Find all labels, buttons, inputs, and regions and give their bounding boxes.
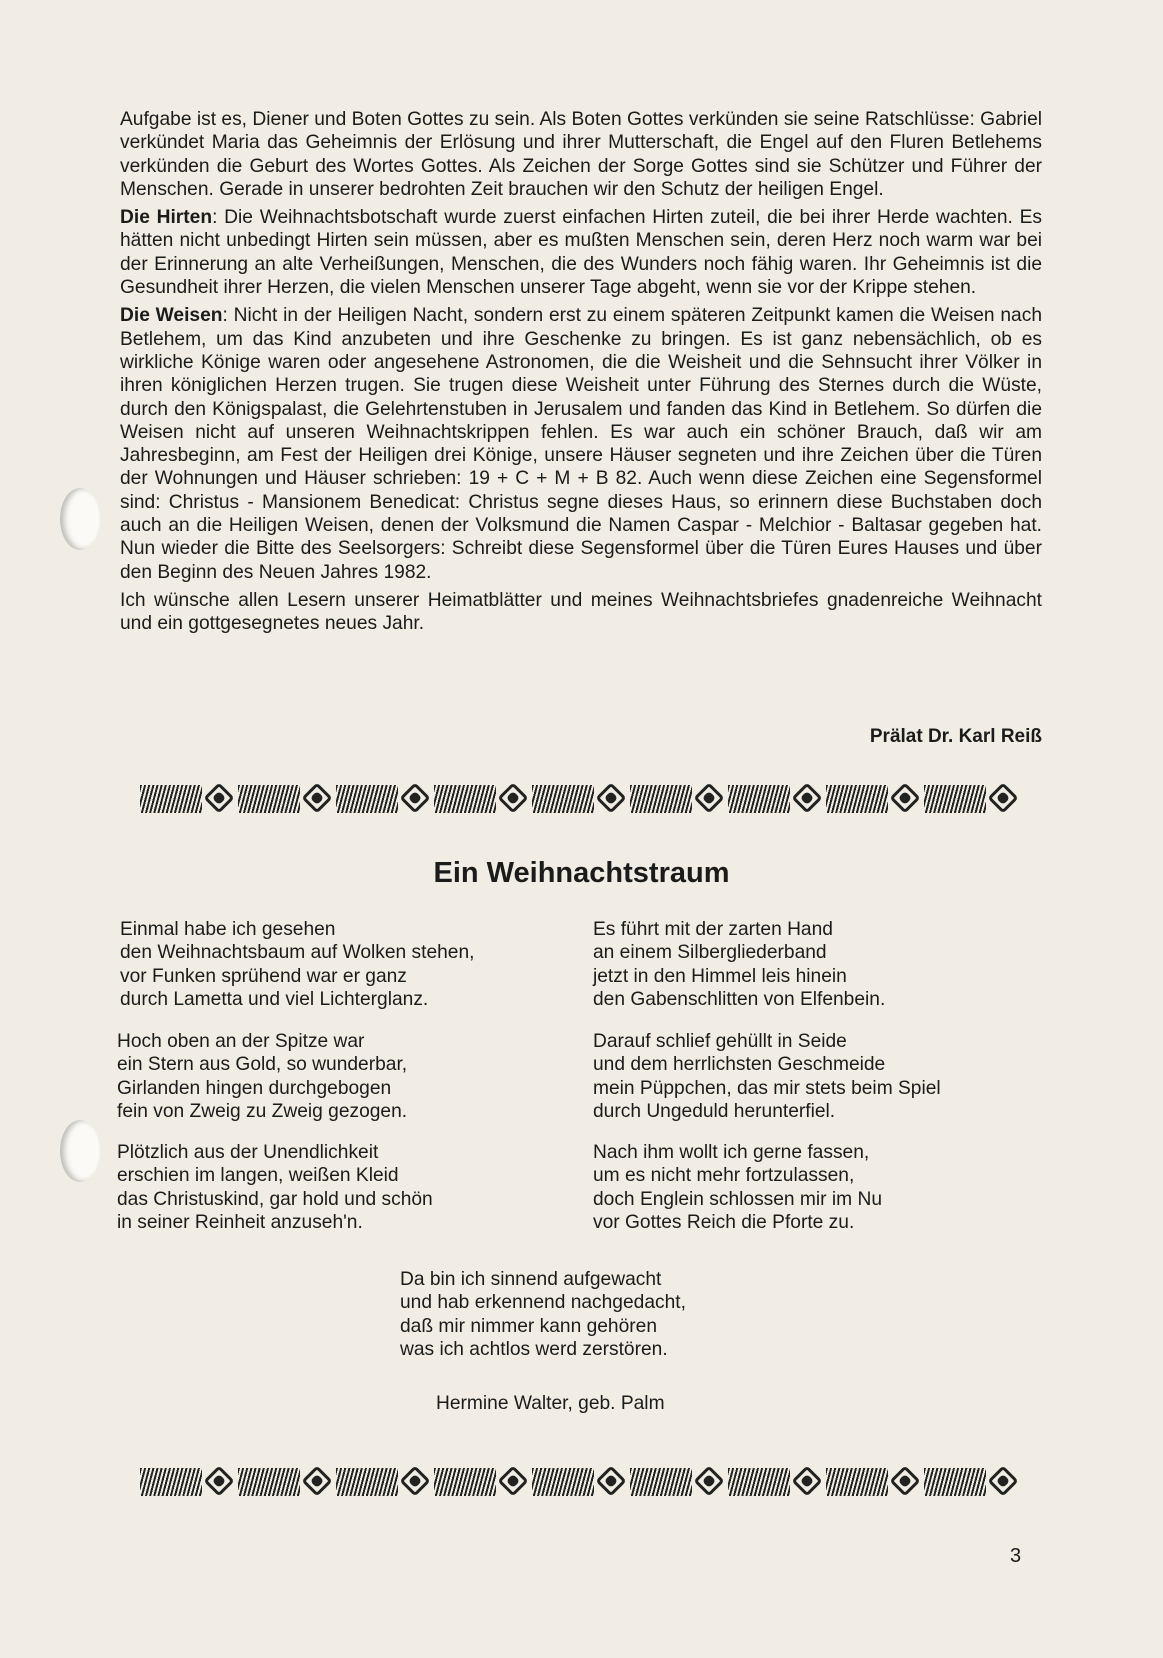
poem-line: durch Ungeduld herunterfiel. bbox=[593, 1100, 836, 1122]
knot-icon bbox=[498, 783, 530, 815]
knot-icon bbox=[204, 783, 236, 815]
paragraph-weisen: Die Weisen: Nicht in der Heiligen Nacht, sondern erst zu einem späteren Zeitpunkt kamen die Weisen nach Betlehem, um das Kind anzubeten und ihre Geschenke zu bringen. Es ist ganz nebensächlich, ob es wirkliche Könige waren oder angesehene Astronomen, die die Weisheit und die Sehnsucht ihrer Völker in ihren königlichen Herzen trugen. Sie trugen diese Weisheit unter Führung des Sternes durch die Wüste, durch den Königspalast, die Gelehrtenstuben in Jerusalem und fanden das Kind in Betlehem. So dürfen die Weisen nicht auf unseren Weihnachtskrippen fehlen. Es war auch ein schöner Brauch, daß wir am Jahresbeginn, am Fest der Heiligen drei Könige, unsere Häuser segneten und ihre Zeichen über die Türen der Wohnungen und Häuser schrieben: 19 + C + M + B 82. Auch wenn diese Zeichen eine Segensformel sind: Christus - Mansionem Benedicat: Christus segne dieses Haus, so erinnern diese Buchstaben doch auch an die Heiligen Weisen, denen der Volksmund die Namen Caspar - Melchior - Baltasar gegeben hat. Nun wieder die Bitte des Seelsorgers: Schreibt diese Segensformel über die Türen Eures Hauses und über den Beginn des Neuen Jahres 1982. bbox=[120, 305, 1042, 583]
ornament-stripes bbox=[238, 785, 300, 813]
poem-line: an einem Silbergliederband bbox=[593, 942, 827, 964]
poem-stanza bbox=[593, 918, 885, 1011]
poem-line: den Weihnachtsbaum auf Wolken stehen, bbox=[120, 942, 475, 964]
ornament-stripes bbox=[140, 1468, 202, 1496]
poem-stanza bbox=[117, 1141, 433, 1234]
ornament-segment bbox=[826, 1465, 924, 1499]
poem-line: Darauf schlief gehüllt in Seide bbox=[593, 1031, 847, 1052]
ornament-segment bbox=[924, 1465, 1022, 1499]
ornament-stripes bbox=[434, 1468, 496, 1496]
punch-hole bbox=[60, 1120, 100, 1182]
ornament-stripes bbox=[336, 1468, 398, 1496]
poem-line: den Gabenschlitten von Elfenbein. bbox=[593, 988, 886, 1010]
ornament-stripes bbox=[728, 785, 790, 813]
ornament-segment bbox=[532, 1465, 630, 1499]
knot-icon bbox=[302, 1466, 334, 1498]
paragraph-label: Die Weisen bbox=[120, 305, 223, 327]
poem-stanza bbox=[593, 1030, 941, 1123]
page-number: 3 bbox=[1010, 1545, 1022, 1567]
poem-line: jetzt in den Himmel leis hinein bbox=[593, 965, 847, 987]
letter-body bbox=[120, 108, 1042, 641]
knot-icon bbox=[498, 1466, 530, 1498]
poem-stanza bbox=[593, 1141, 882, 1234]
poem-line: Girlanden hingen durchgebogen bbox=[117, 1077, 392, 1099]
poem-line: ein Stern aus Gold, so wunderbar, bbox=[117, 1054, 408, 1076]
poem-line: doch Englein schlossen mir im Nu bbox=[593, 1188, 883, 1210]
ornament-segment bbox=[532, 782, 630, 816]
paragraph-engel: Aufgabe ist es, Diener und Boten Gottes zu sein. Als Boten Gottes verkünden sie seine Ratschlüsse: Gabriel verkündet Maria das Geheimnis der Erlösung und ihrer Mutterschaft, die Engel auf den Fluren Betlehems verkünden die Geburt des Wortes Gottes. Als Zeichen der Sorge Gottes sind sie Schützer und Führer der Menschen. Gerade in unserer bedrohten Zeit brauchen wir den Schutz der heiligen Engel. bbox=[120, 109, 1042, 200]
ornament-stripes bbox=[238, 1468, 300, 1496]
poem-line: Hoch oben an der Spitze war bbox=[117, 1031, 365, 1052]
knot-icon bbox=[792, 1466, 824, 1498]
knot-icon bbox=[792, 783, 824, 815]
ornament-segment bbox=[238, 782, 336, 816]
knot-icon bbox=[204, 1466, 236, 1498]
ornament-segment bbox=[140, 1465, 238, 1499]
poem-line: Nach ihm wollt ich gerne fassen, bbox=[593, 1142, 870, 1163]
signature: Prälat Dr. Karl Reiß bbox=[869, 726, 1042, 747]
paragraph-label: Die Hirten bbox=[120, 207, 213, 229]
ornament-stripes bbox=[728, 1468, 790, 1496]
poem-line: Plötzlich aus der Unendlichkeit bbox=[117, 1142, 379, 1163]
poem-line: erschien im langen, weißen Kleid bbox=[117, 1165, 399, 1187]
knot-icon bbox=[694, 783, 726, 815]
poem-line: vor Funken sprühend war er ganz bbox=[120, 965, 407, 987]
knot-icon bbox=[596, 783, 628, 815]
poem-line: Da bin ich sinnend aufgewacht bbox=[400, 1269, 662, 1290]
ornament-stripes bbox=[532, 1468, 594, 1496]
ornament-segment bbox=[238, 1465, 336, 1499]
ornament-stripes bbox=[140, 785, 202, 813]
poem-line: um es nicht mehr fortzulassen, bbox=[593, 1165, 855, 1187]
poem-line: daß mir nimmer kann gehören bbox=[400, 1315, 658, 1337]
punch-hole bbox=[60, 488, 100, 550]
ornament-stripes bbox=[924, 1468, 986, 1496]
ornament-stripes bbox=[826, 785, 888, 813]
poem-title: Ein Weihnachtstraum bbox=[433, 857, 730, 889]
knot-icon bbox=[302, 783, 334, 815]
ornament-stripes bbox=[336, 785, 398, 813]
poem-stanza bbox=[117, 1030, 407, 1123]
poem-line: Einmal habe ich gesehen bbox=[120, 919, 336, 940]
poem-line: was ich achtlos werd zerstören. bbox=[400, 1338, 668, 1360]
ornament-segment bbox=[630, 782, 728, 816]
poem-line: das Christuskind, gar hold und schön bbox=[117, 1188, 433, 1210]
ornament-segment bbox=[826, 782, 924, 816]
poem-line: vor Gottes Reich die Pforte zu. bbox=[593, 1211, 855, 1233]
poem-line: und dem herrlichsten Geschmeide bbox=[593, 1054, 886, 1076]
poem-stanza bbox=[400, 1268, 686, 1361]
poem-stanza bbox=[120, 918, 474, 1011]
knot-icon bbox=[890, 783, 922, 815]
ornament-stripes bbox=[924, 785, 986, 813]
ornament-segment bbox=[924, 782, 1022, 816]
knot-icon bbox=[694, 1466, 726, 1498]
ornament-segment bbox=[434, 1465, 532, 1499]
ornament-segment bbox=[336, 782, 434, 816]
poem-line: Es führt mit der zarten Hand bbox=[593, 919, 833, 940]
ornamental-border bbox=[140, 1465, 1030, 1499]
ornament-segment bbox=[728, 1465, 826, 1499]
ornament-segment bbox=[336, 1465, 434, 1499]
ornamental-border bbox=[140, 782, 1060, 816]
ornament-stripes bbox=[630, 1468, 692, 1496]
ornament-segment bbox=[434, 782, 532, 816]
knot-icon bbox=[400, 1466, 432, 1498]
knot-icon bbox=[400, 783, 432, 815]
knot-icon bbox=[890, 1466, 922, 1498]
ornament-segment bbox=[728, 782, 826, 816]
poem-line: durch Lametta und viel Lichterglanz. bbox=[120, 988, 429, 1010]
poem-author: Hermine Walter, geb. Palm bbox=[436, 1393, 665, 1414]
ornament-stripes bbox=[532, 785, 594, 813]
poem-line: mein Püppchen, das mir stets beim Spiel bbox=[593, 1077, 941, 1099]
knot-icon bbox=[988, 783, 1020, 815]
ornament-stripes bbox=[630, 785, 692, 813]
knot-icon bbox=[988, 1466, 1020, 1498]
ornament-stripes bbox=[434, 785, 496, 813]
paragraph-hirten: Die Hirten: Die Weihnachtsbotschaft wurde zuerst einfachen Hirten zuteil, die bei ihrer Herde wachten. Es hätten nicht unbedingt Hirten sein müssen, aber es mußten Menschen sein, deren Herz noch warm war bei der Erinnerung an alte Verheißungen, Menschen, die des Wunders noch fähig waren. Ihr Geheimnis ist die Gesundheit ihrer Herzen, die vielen Menschen unserer Tage abgeht, wenn sie vor der Krippe stehen. bbox=[120, 207, 1042, 299]
knot-icon bbox=[596, 1466, 628, 1498]
ornament-segment bbox=[140, 782, 238, 816]
poem-line: in seiner Reinheit anzuseh'n. bbox=[117, 1211, 363, 1233]
poem-line: und hab erkennend nachgedacht, bbox=[400, 1292, 686, 1314]
ornament-stripes bbox=[826, 1468, 888, 1496]
ornament-segment bbox=[630, 1465, 728, 1499]
poem-line: fein von Zweig zu Zweig gezogen. bbox=[117, 1100, 408, 1122]
paragraph-wishes: Ich wünsche allen Lesern unserer Heimatblätter und meines Weihnachtsbriefes gnadenreiche Weihnacht und ein gottgesegnetes neues Jahr. bbox=[120, 589, 1042, 635]
